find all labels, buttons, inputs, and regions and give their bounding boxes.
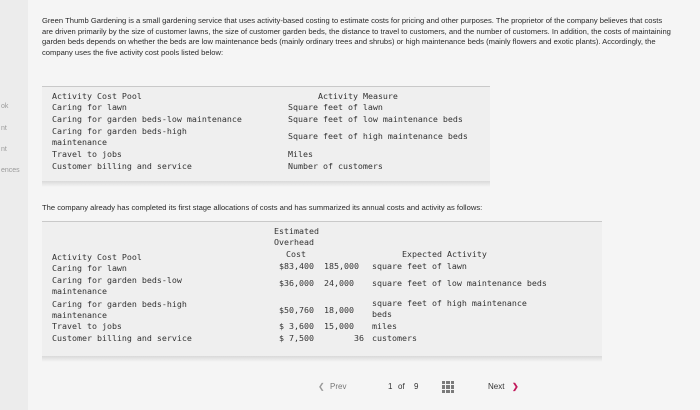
table1-row-pool: Caring for lawn: [52, 102, 127, 112]
next-button[interactable]: Next: [488, 382, 505, 391]
table1-shadow: [42, 181, 490, 187]
table1-header-pool: Activity Cost Pool: [52, 91, 142, 101]
table2-row-cost: $ 7,500: [279, 333, 314, 343]
table2-row-pool-cont: maintenance: [52, 310, 107, 320]
table2-row-qty: 24,000: [324, 278, 354, 288]
chevron-right-icon[interactable]: ❯: [512, 382, 519, 391]
table2-header-pool: Activity Cost Pool: [52, 252, 142, 262]
table1-row-measure: Number of customers: [288, 161, 383, 171]
table1-row-pool: Travel to jobs: [52, 149, 122, 159]
table2-row-unit: square feet of low maintenance beds: [372, 278, 547, 288]
table1-row-measure: Square feet of low maintenance beds: [288, 114, 463, 124]
activity-pools-table: [42, 86, 490, 181]
rail-item-3[interactable]: nt: [1, 146, 7, 153]
table1-header-measure: Activity Measure: [318, 91, 398, 101]
page-total: 9: [414, 382, 419, 391]
table1-row-pool: Caring for garden beds-low maintenance: [52, 114, 242, 124]
table2-row-pool: Travel to jobs: [52, 321, 122, 331]
table2-row-unit: square feet of lawn: [372, 261, 467, 271]
table2-row-unit: square feet of high maintenance: [372, 298, 527, 308]
pagination: [318, 380, 518, 396]
table2-row-pool-cont: maintenance: [52, 286, 107, 296]
table2-row-cost: $36,000: [279, 278, 314, 288]
left-rail: [0, 0, 29, 410]
table1-row-measure: Square feet of lawn: [288, 102, 383, 112]
table1-row-pool: Customer billing and service: [52, 161, 192, 171]
table2-header-cost-2: Overhead: [274, 237, 314, 247]
intro-paragraph: Green Thumb Gardening is a small gardening service that uses activity-based costing to estimate costs for pricing and other purposes. The proprietor of the company believes that costs are driven primarily by the size of customer lawns, the size of customer garden beds, the distance to travel to customers, and the number of customers. In addition, the costs of maintaining garden beds depends on whether the beds are low maintenance beds (mainly ordinary trees and shrubs) or high maintenance beds (mainly flowers and exotic plants). Accordingly, the company uses the five activity cost pools listed below:: [42, 16, 671, 57]
costs-activity-table: [42, 221, 602, 356]
table2-row-unit: miles: [372, 321, 397, 331]
table2-row-qty: 36: [354, 333, 364, 343]
table2-row-cost: $83,400: [279, 261, 314, 271]
rail-item-2[interactable]: nt: [1, 125, 7, 132]
table2-shadow: [42, 356, 602, 362]
page-of-label: of: [398, 382, 405, 391]
table2-row-pool: Customer billing and service: [52, 333, 192, 343]
table2-header-cost-1: Estimated: [274, 226, 319, 236]
table1-row-pool: Caring for garden beds-high: [52, 126, 187, 136]
main-content: [28, 0, 700, 410]
table2-row-cost: $ 3,600: [279, 321, 314, 331]
table2-row-cost: $50,760: [279, 305, 314, 315]
table2-row-qty: 185,000: [324, 261, 359, 271]
table2-row-unit: customers: [372, 333, 417, 343]
table2-row-pool: Caring for garden beds-high: [52, 299, 187, 309]
summary-sentence: The company already has completed its first stage allocations of costs and has summarized its annual costs and activity as follows:: [42, 203, 483, 212]
table2-row-pool: Caring for garden beds-low: [52, 275, 182, 285]
prev-button[interactable]: Prev: [330, 382, 347, 391]
rail-item-1[interactable]: ok: [1, 103, 9, 110]
table2-row-qty: 18,000: [324, 305, 354, 315]
page-current: 1: [388, 382, 393, 391]
grid-icon[interactable]: [442, 381, 454, 393]
table2-row-pool: Caring for lawn: [52, 263, 127, 273]
rail-item-4[interactable]: ences: [1, 167, 20, 174]
table2-header-activity: Expected Activity: [402, 249, 487, 259]
chevron-left-icon[interactable]: ❮: [318, 382, 325, 391]
table2-row-qty: 15,000: [324, 321, 354, 331]
table2-header-cost-3: Cost: [286, 249, 306, 259]
table1-row-pool-cont: maintenance: [52, 137, 107, 147]
table1-row-measure: Miles: [288, 149, 313, 159]
table2-row-unit-cont: beds: [372, 309, 392, 319]
table1-row-measure: Square feet of high maintenance beds: [288, 131, 468, 141]
